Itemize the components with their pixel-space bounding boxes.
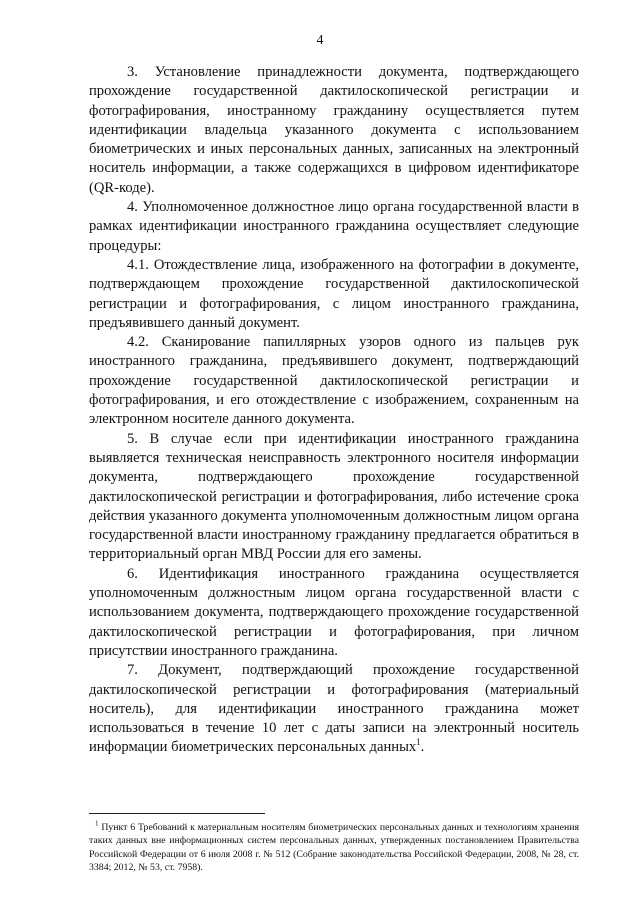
footnote-mark: 1 xyxy=(95,819,99,828)
paragraph-3: 3. Установление принадлежности документа, подтверждающего прохождение государственной дактилоскопической регистрации и фотографирования, иностранному гражданину осуществляется путем идентификации владельца указанного документа с использованием биометрических и иных персональных данных, записанных на электронный носитель информации, а также содержащихся в цифровом идентификаторе (QR-коде). xyxy=(89,64,579,196)
page-number: 4 xyxy=(316,33,324,48)
paragraph-7 xyxy=(89,661,579,757)
footnote-divider xyxy=(89,813,265,814)
paragraph-5: 5. В случае если при идентификации иностранного гражданина выявляется техническая неисправность электронного носителя информации документа, подтверждающего прохождение государственной дактилоскопической регистрации и фотографирования, либо истечение срока действия указанного документа уполномоченным должностным лицом органа государственной власти иностранному гражданину предлагается обратиться в территориальный орган МВД России для его замены. xyxy=(89,430,579,563)
footnote-reference[interactable]: 1 xyxy=(416,737,421,748)
document-body xyxy=(89,63,579,758)
paragraph-7-end: . xyxy=(420,739,425,756)
paragraph-4-2: 4.2. Сканирование папиллярных узоров одного из пальцев рук иностранного гражданина, предъявившего документ, подтверждающий прохождение государственной дактилоскопической регистрации и фотографирования, и его отождествление с изображением, сохраненным на электронном носителе данного документа. xyxy=(89,334,579,428)
paragraph-7-text: 7. Документ, подтверждающий прохождение государственной дактилоскопической регистрации и фотографирования (материальный носитель), для идентификации иностранного гражданина может использоваться в течение 10 лет с даты записи на электронный носитель информации биометрических персональных данных xyxy=(89,662,579,756)
paragraph-4-1: 4.1. Отождествление лица, изображенного на фотографии в документе, подтверждающем прохождение государственной дактилоскопической регистрации и фотографирования, с лицом иностранного гражданина, предъявившего данный документ. xyxy=(89,256,579,331)
paragraph-6: 6. Идентификация иностранного гражданина осуществляется уполномоченным должностным лицом органа государственной власти с использованием документа, подтверждающего прохождение государственной дактилоскопической регистрации и фотографирования, при личном присутствии иностранного гражданина. xyxy=(89,565,579,659)
footnote xyxy=(89,821,579,875)
footnote-text: Пункт 6 Требований к материальным носителям биометрических персональных данных и технологиям хранения таких данных вне информационных систем персональных данных, утвержденных постановлением Правительства Российской Федерации от 6 июля 2008 г. № 512 (Собрание законодательства Российской Федерации, 2008, № 28, ст. 3384; 2012, № 53, ст. 7958). xyxy=(89,822,579,874)
paragraph-4: 4. Уполномоченное должностное лицо органа государственной власти в рамках идентификации иностранного гражданина осуществляет следующие процедуры: xyxy=(89,199,579,254)
